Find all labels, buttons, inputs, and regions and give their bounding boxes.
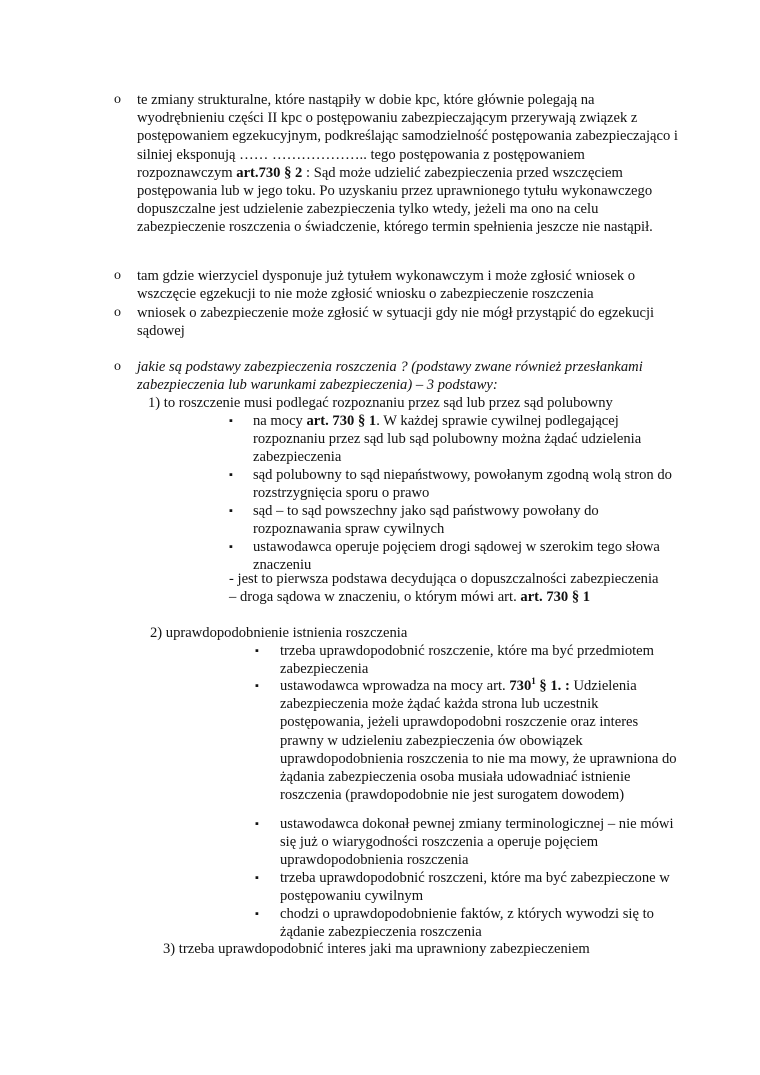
square-bullet-icon: ▪	[255, 908, 259, 920]
paragraph-text: tam gdzie wierzyciel dysponuje już tytułem wykonawczym i może zgłosić wniosek o wszczęcie egzekucji to nie może zgłosić wniosku o zabezpieczenie roszczenia	[137, 268, 636, 303]
square-item-1-2: ▪ sąd polubowny to sąd niepaństwowy, powołanym zgodną wolą stron do rozstrzygnięcia sporu o prawo	[229, 467, 672, 502]
list-item-question	[114, 358, 684, 394]
list-item-motion	[114, 304, 684, 340]
square-bullet-icon: ▪	[255, 680, 259, 692]
square-item-2-4: ▪ trzeba uprawdopodobnić roszczeni, które ma być zabezpieczone w postępowaniu cywilnym	[255, 870, 670, 905]
square-item-1-1: ▪ na mocy art. 730 § 1. W każdej sprawie cywilnej podlegającej rozpoznaniu przez sąd lub sąd polubowny można żądać udzielenia zabezpieczenia	[229, 413, 642, 466]
numbered-item-3: 3) trzeba uprawdopodobnić interes jaki ma uprawniony zabezpieczeniem	[163, 941, 590, 957]
circle-bullet-icon: o	[114, 305, 121, 320]
square-bullet-icon: ▪	[255, 872, 259, 884]
list-item-creditor-title	[114, 267, 684, 303]
square-bullet-icon: ▪	[255, 818, 259, 830]
square-item-1-3: ▪ sąd – to sąd powszechny jako sąd państwowy powołany do rozpoznawania spraw cywilnych	[229, 503, 599, 538]
circle-bullet-icon: o	[114, 92, 121, 107]
paragraph-text: wniosek o zabezpieczenie może zgłosić w sytuacji gdy nie mógł przystąpić do egzekucji sądowej	[137, 305, 655, 340]
paragraph-text: te zmiany strukturalne, które nastąpiły w dobie kpc, które głównie polegają na wyodrębnieniu części II kpc o postępowaniu zabezpieczającym przerywają związek z postępowaniem egzekucyjnym, podkreślając samodzielność postępowania zabezpieczająco i silniej eksponują …… ……………….. tego postępowania z postępowaniem rozpoznawczym art.730 § 2 : Sąd może udzielić zabezpieczenia przed wszczęciem postępowania lub w jego toku. Po uzyskaniu przez uprawnionego tytułu wykonawczego dopuszczalne jest udzielenie zabezpieczenia tylko wtedy, jeżeli ma ono na celu zabezpieczenie roszczenia o świadczenie, którego termin spełnienia jeszcze nie nastąpił.	[137, 92, 678, 236]
square-item-2-2: ▪ ustawodawca wprowadza na mocy art. $730^1$ § 1. : Udzielenia zabezpieczenia może żądać każda strona lub uczestnik postępowania, jeżeli uprawdopodobni roszczenie oraz interes prawny w udzieleniu zabezpieczenia ów obowiązek uprawdopodobnienia roszczenia to nie ma mowy, że uprawniona do żądania zabezpieczenia osoba musiała udowadniać istnienie roszczenia (prawdopodobnie nie jest surogatem dowodem)	[255, 676, 677, 804]
circle-bullet-icon: o	[114, 268, 121, 283]
list-item-structural-changes	[114, 91, 684, 237]
note-first-basis: - jest to pierwsza podstawa decydująca o dopuszczalności zabezpieczenia – droga sądowa w znaczeniu, o którym mówi art. art. 730 § 1	[229, 571, 659, 606]
question-text: jakie są podstawy zabezpieczenia roszczenia ? (podstawy zwane również przesłankami zabezpieczenia lub warunkami zabezpieczenia) – 3 podstawy:	[137, 359, 643, 394]
square-bullet-icon: ▪	[229, 505, 233, 517]
square-item-2-1: ▪ trzeba uprawdopodobnić roszczenie, które ma być przedmiotem zabezpieczenia	[255, 643, 655, 678]
square-bullet-icon: ▪	[229, 469, 233, 481]
numbered-item-2: 2) uprawdopodobnienie istnienia roszczenia	[150, 625, 408, 641]
square-item-2-3: ▪ ustawodawca dokonał pewnej zmiany terminologicznej – nie mówi się już o wiarygodności roszczenia a operuje pojęciem uprawdopodobnienia roszczenia	[255, 816, 674, 869]
square-bullet-icon: ▪	[229, 415, 233, 427]
numbered-item-1: 1) to roszczenie musi podlegać rozpoznaniu przez sąd lub przez sąd polubowny	[148, 395, 613, 411]
square-bullet-icon: ▪	[255, 645, 259, 657]
square-item-2-5: ▪ chodzi o uprawdopodobnienie faktów, z których wywodzi się to żądanie zabezpieczenia roszczenia	[255, 906, 654, 941]
square-item-1-4: ▪ ustawodawca operuje pojęciem drogi sądowej w szerokim tego słowa znaczeniu	[229, 539, 660, 574]
circle-bullet-icon: o	[114, 359, 121, 374]
square-bullet-icon: ▪	[229, 541, 233, 553]
